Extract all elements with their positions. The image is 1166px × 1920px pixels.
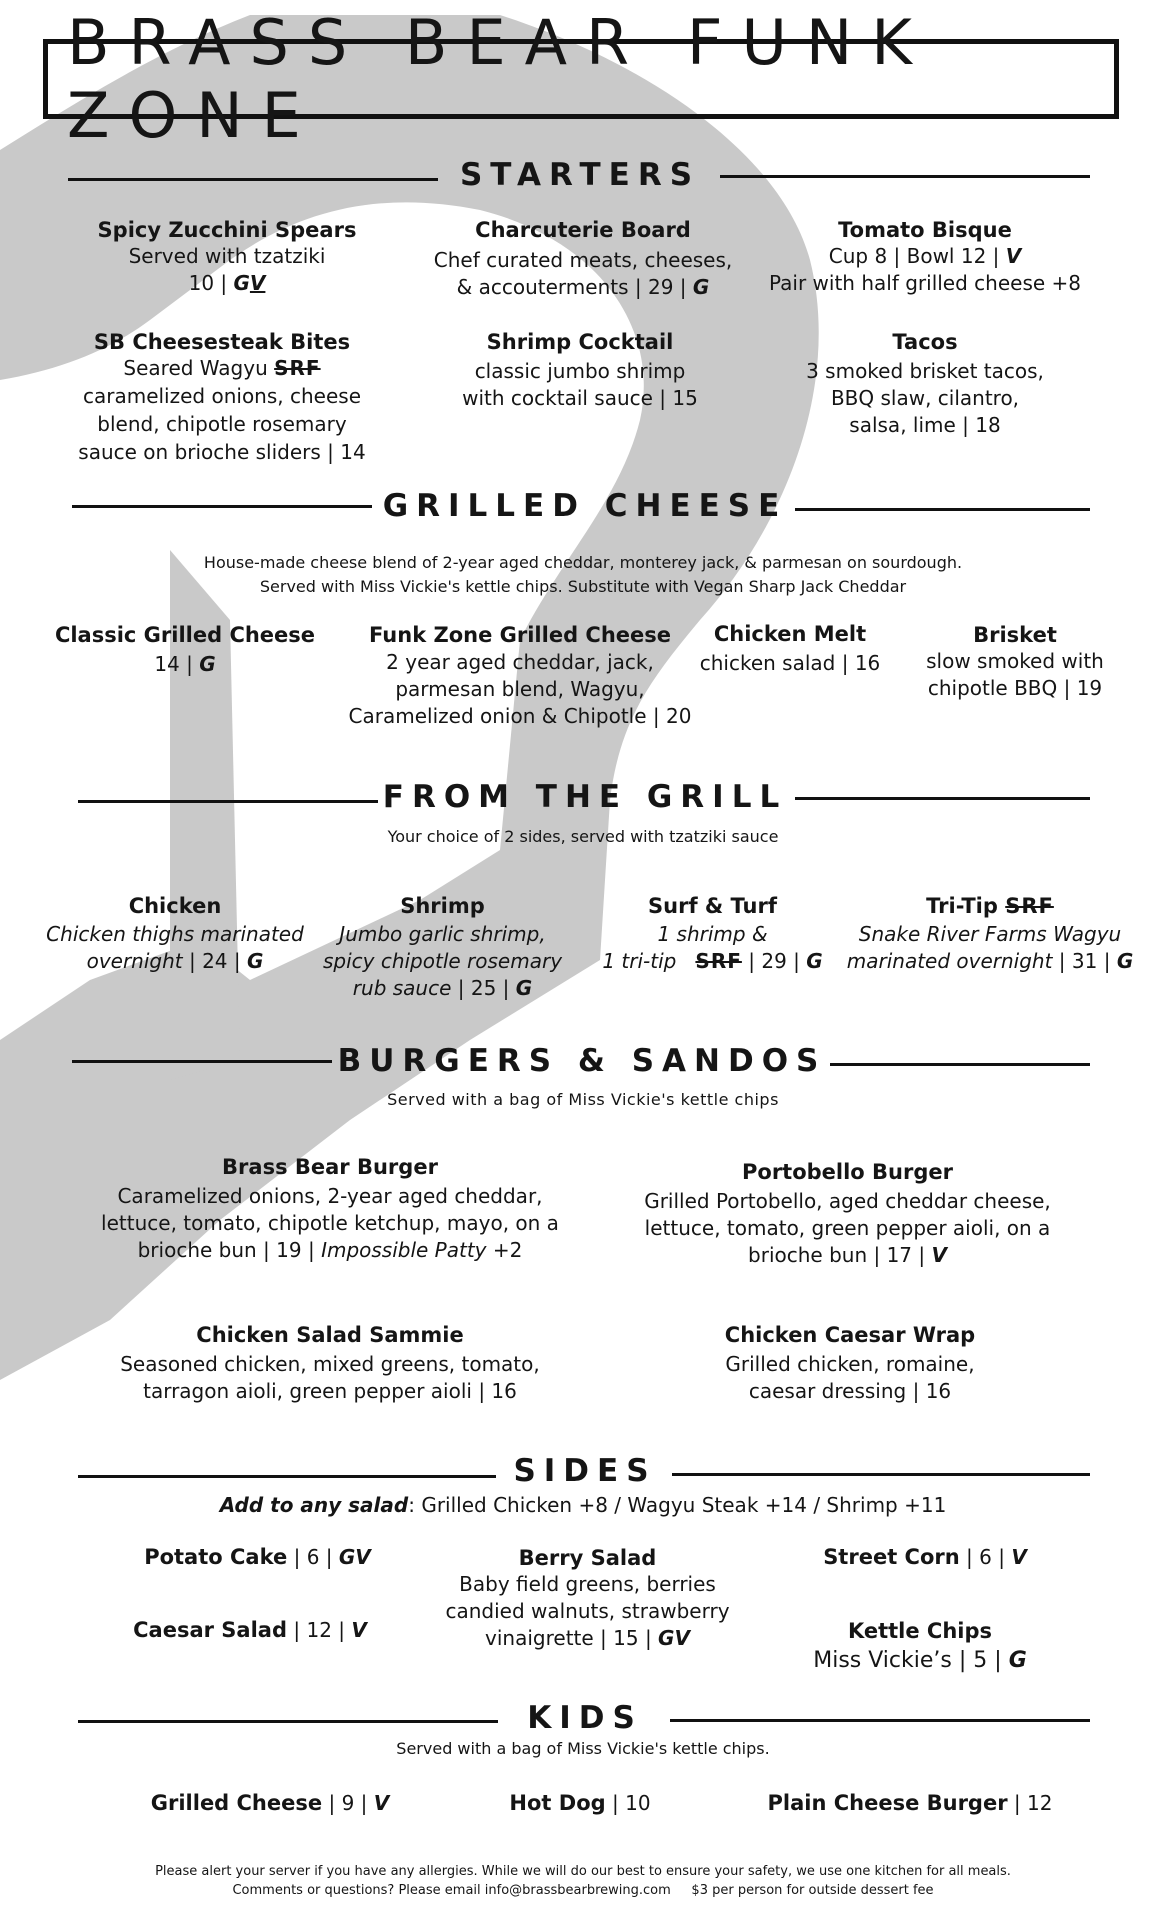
section-heading-burgers-and-sandos: BURGERS & SANDOS: [337, 1043, 827, 1079]
section-note: Served with a bag of Miss Vickie's kettle chips.: [396, 1739, 770, 1758]
section-rule: [78, 1475, 496, 1478]
item-name: Street Corn: [823, 1545, 960, 1569]
item-desc: slow smoked with: [926, 649, 1104, 673]
item-desc: Seasoned chicken, mixed greens, tomato,: [120, 1352, 540, 1376]
item-name: Shrimp: [400, 894, 485, 918]
item-price-line: 14 | G: [154, 652, 216, 676]
item-desc: & accouterments | 29 | G: [456, 275, 710, 299]
item-desc: lettuce, tomato, chipotle ketchup, mayo, on a: [101, 1211, 559, 1235]
section-rule: [670, 1719, 1090, 1722]
item-desc: 2 year aged cheddar, jack,: [386, 650, 654, 674]
section-note: Your choice of 2 sides, served with tzatziki sauce: [387, 827, 779, 846]
item-desc: Miss Vickie’s | 5 | G: [813, 1648, 1027, 1673]
menu-item-brisket: [900, 622, 1130, 702]
menu-item-chicken-salad-sammie: [80, 1322, 580, 1405]
item-name: Kettle Chips: [847, 1619, 993, 1643]
item-tag: V: [1011, 1545, 1027, 1569]
item-tag: G: [199, 652, 216, 676]
item-name: Classic Grilled Cheese: [54, 623, 316, 647]
item-name: Portobello Burger: [742, 1160, 953, 1184]
item-desc: 1 tri-tip SRF | 29 | G: [602, 949, 823, 973]
section-rule: [68, 178, 438, 181]
item-desc: rub sauce | 25 | G: [352, 976, 533, 1000]
item-name: SB Cheesesteak Bites: [93, 330, 351, 354]
item-desc: 1 shrimp &: [657, 922, 768, 946]
item-name: Chicken Melt: [713, 622, 867, 646]
item-desc: brioche bun | 17 | V: [748, 1243, 947, 1267]
item-name: Brass Bear Burger: [222, 1155, 438, 1179]
section-note: Served with Miss Vickie's kettle chips. Substitute with Vegan Sharp Jack Cheddar: [259, 577, 907, 596]
item-tag: V: [1005, 244, 1022, 268]
section-rule: [72, 505, 372, 508]
menu-item-chicken-caesar-wrap: [650, 1322, 1050, 1405]
footer-contact-note: Comments or questions? Please email info@brassbearbrewing.com $3 per person for outside dessert fee: [232, 1883, 934, 1898]
item-tag: GV: [338, 1545, 371, 1569]
sides-add-on-note: Add to any salad: Grilled Chicken +8 / Wagyu Steak +14 / Shrimp +11: [219, 1493, 947, 1517]
menu-item-cheesesteak-bites: [37, 329, 407, 466]
item-desc: tarragon aioli, green pepper aioli | 16: [143, 1379, 517, 1403]
item-name: Grilled Cheese: [150, 1791, 323, 1815]
item-tag: G: [515, 976, 533, 1000]
srf-logo: SRF: [1005, 894, 1054, 918]
item-desc: Caramelized onions, 2-year aged cheddar,: [117, 1184, 543, 1208]
item-name: Chicken Caesar Wrap: [724, 1323, 976, 1347]
item-desc: overnight | 24 | G: [86, 949, 264, 973]
menu-item-spicy-zucchini: [32, 217, 422, 297]
item-name: Tri-Tip SRF: [926, 894, 1054, 918]
item-name: Brisket: [973, 623, 1057, 647]
item-tag: G: [246, 949, 264, 973]
menu-item-kettle-chips: [770, 1618, 1070, 1674]
item-desc: candied walnuts, strawberry: [445, 1599, 730, 1623]
item-desc: caramelized onions, cheese: [82, 384, 361, 408]
section-note: Served with a bag of Miss Vickie's kettle chips: [387, 1090, 779, 1109]
item-name: Chicken: [128, 894, 222, 918]
item-desc: blend, chipotle rosemary: [97, 412, 347, 436]
item-desc: with cocktail sauce | 15: [462, 386, 698, 410]
item-tag: G: [806, 949, 823, 973]
section-heading-kids: KIDS: [527, 1700, 643, 1736]
menu-item-caesar-salad: Caesar Salad | 12 | V: [133, 1618, 367, 1642]
item-desc: Snake River Farms Wagyu: [858, 922, 1122, 946]
menu-item-portobello-burger: [600, 1159, 1095, 1269]
item-tag: V: [373, 1791, 390, 1815]
item-desc: salsa, lime | 18: [849, 413, 1001, 437]
item-price-line: 10 | GV: [188, 271, 266, 295]
item-desc: classic jumbo shrimp: [474, 359, 686, 383]
section-heading-starters: STARTERS: [459, 157, 701, 193]
item-desc: Caramelized onion & Chipotle | 20: [348, 704, 692, 728]
item-desc: Jumbo garlic shrimp,: [339, 922, 546, 946]
srf-logo: SRF: [695, 949, 742, 973]
item-desc: sauce on brioche sliders | 14: [78, 440, 366, 464]
menu-item-plain-cheese-burger: Plain Cheese Burger | 12: [767, 1791, 1053, 1815]
section-rule: [78, 1720, 498, 1723]
menu-item-chicken-melt: [690, 621, 890, 677]
menu-item-funk-zone-grilled-cheese: [340, 622, 700, 730]
item-price: 10: [188, 271, 215, 295]
section-rule: [78, 800, 378, 803]
menu-item-classic-grilled-cheese: [30, 622, 340, 678]
item-desc: BBQ slaw, cilantro,: [830, 386, 1020, 410]
item-desc: Baby field greens, berries: [459, 1572, 716, 1596]
item-tag: V: [351, 1618, 367, 1642]
item-desc: vinaigrette | 15 | GV: [485, 1626, 690, 1650]
restaurant-title-box: [43, 6, 1119, 152]
menu-item-tomato-bisque: [740, 217, 1110, 297]
menu-item-grill-chicken: [25, 893, 325, 975]
item-desc: marinated overnight | 31 | G: [846, 949, 1134, 973]
item-tag: V: [931, 1243, 947, 1267]
section-heading-grilled-cheese: GRILLED CHEESE: [382, 488, 788, 524]
item-desc: spicy chipotle rosemary: [322, 949, 563, 973]
item-tag: G: [1116, 949, 1134, 973]
item-name: Potato Cake: [144, 1545, 288, 1569]
item-tag: GV: [658, 1626, 690, 1650]
menu-item-brass-bear-burger: [60, 1154, 600, 1264]
section-heading-sides: SIDES: [513, 1453, 657, 1489]
item-name: Tomato Bisque: [838, 218, 1012, 242]
item-name: Hot Dog: [509, 1791, 606, 1815]
menu-item-charcuterie: [395, 217, 771, 301]
item-desc: 3 smoked brisket tacos,: [806, 359, 1044, 383]
item-desc: brioche bun | 19 | Impossible Patty +2: [137, 1238, 523, 1262]
item-desc: Chicken thighs marinated: [46, 922, 304, 946]
item-tag: G: [233, 271, 250, 295]
section-rule: [672, 1473, 1090, 1476]
section-rule: [830, 1063, 1090, 1066]
menu-item-berry-salad: [430, 1545, 745, 1652]
item-name: Spicy Zucchini Spears: [97, 218, 357, 242]
item-name: Charcuterie Board: [475, 218, 691, 242]
item-name: Berry Salad: [518, 1546, 657, 1570]
section-rule: [72, 1060, 332, 1063]
menu-item-grill-shrimp: [300, 893, 585, 1002]
item-desc: Pair with half grilled cheese +8: [768, 271, 1082, 295]
item-desc: Served with tzatziki: [128, 244, 326, 268]
menu-item-surf-and-turf: [580, 893, 845, 975]
item-name: Chicken Salad Sammie: [196, 1323, 464, 1347]
item-tag: G: [1008, 1648, 1027, 1673]
footer-allergy-note: Please alert your server if you have any allergies. While we will do our best to ensure your safety, we use one kitchen for all meals.: [155, 1864, 1011, 1879]
menu-item-street-corn: Street Corn | 6 | V: [823, 1545, 1027, 1569]
menu-item-shrimp-cocktail: [400, 329, 760, 412]
item-desc: lettuce, tomato, green pepper aioli, on a: [644, 1216, 1051, 1240]
section-rule: [795, 508, 1090, 511]
item-desc: caesar dressing | 16: [748, 1379, 952, 1403]
menu-item-kids-grilled-cheese: Grilled Cheese | 9 | V: [150, 1791, 390, 1815]
item-tag: G: [692, 275, 710, 299]
item-name: Plain Cheese Burger: [767, 1791, 1008, 1815]
srf-logo: SRF: [274, 356, 321, 380]
section-rule: [795, 797, 1090, 800]
menu-item-hot-dog: Hot Dog | 10: [509, 1791, 651, 1815]
item-desc: Chef curated meats, cheeses,: [433, 248, 733, 272]
item-desc: chipotle BBQ | 19: [927, 676, 1103, 700]
item-name: Caesar Salad: [133, 1618, 288, 1642]
item-name: Shrimp Cocktail: [486, 330, 674, 354]
item-tag: V: [249, 271, 266, 295]
restaurant-title: BRASS BEAR FUNK ZONE: [67, 6, 931, 152]
item-desc: chicken salad | 16: [699, 651, 881, 675]
menu-item-potato-cake: Potato Cake | 6 | GV: [144, 1545, 371, 1569]
item-desc: parmesan blend, Wagyu,: [395, 677, 645, 701]
item-name: Funk Zone Grilled Cheese: [369, 623, 671, 647]
item-desc: Grilled Portobello, aged cheddar cheese,: [644, 1189, 1051, 1213]
item-name: Tacos: [892, 330, 958, 354]
menu-item-tri-tip: [840, 893, 1140, 975]
section-rule: [720, 175, 1090, 178]
section-note: House-made cheese blend of 2-year aged cheddar, monterey jack, & parmesan on sourdough.: [203, 553, 963, 572]
item-name: Surf & Turf: [648, 894, 777, 918]
item-desc: Seared Wagyu SRF: [123, 356, 321, 380]
item-desc: Grilled chicken, romaine,: [725, 1352, 975, 1376]
section-heading-from-the-grill: FROM THE GRILL: [382, 779, 788, 815]
item-desc: Cup 8 | Bowl 12 | V: [828, 244, 1022, 268]
menu-item-tacos: [755, 329, 1095, 439]
